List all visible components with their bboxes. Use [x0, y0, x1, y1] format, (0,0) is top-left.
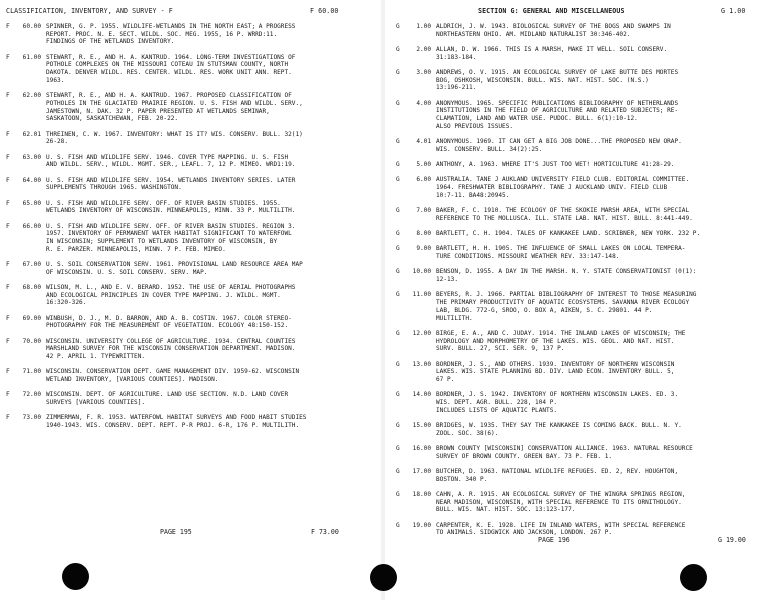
entry-number: 73.00: [22, 414, 41, 422]
entry-class-code: F: [6, 23, 10, 30]
entry-citation: BENSON, D. 1955. A DAY IN THE MARSH. N. Y. STATE CONSERVATIONIST (0(1): 12-13.: [436, 268, 697, 284]
bibliography-entry: [396, 445, 772, 460]
entry-class-code: F: [6, 130, 10, 138]
left-entry-list: [6, 23, 372, 437]
entry-citation: U. S. SOIL CONSERVATION SERV. 1961. PROVISIONAL LAND RESOURCE AREA MAP OF WISCONSIN. U. S. SOIL CONSERV. SERV. MAP.: [46, 260, 303, 276]
entry-class-code: F: [6, 337, 10, 345]
entry-class-code: G: [396, 230, 400, 238]
entry-class-code: G: [396, 23, 400, 30]
entry-citation: U. S. FISH AND WILDLIFE SERV. OFF. OF RIVER BASIN STUDIES. 1955. WETLANDS INVENTORY OF WISCONSIN. MINNEAPOLIS, MINN. 33 P. MULTILITH.: [46, 199, 296, 215]
bibliography-entry: [396, 391, 772, 414]
right-page-header: SECTION G: GENERAL AND MISCELLANEOUS: [478, 7, 625, 15]
entry-number: 4.00: [416, 99, 431, 107]
bibliography-entry: [396, 330, 772, 353]
bibliography-entry: [6, 284, 372, 307]
entry-citation: ANONYMOUS. 1965. SPECIFIC PUBLICATIONS BIBLIOGRAPHY OF NETHERLANDS INSTITUTIONS IN THE FIELD OF AGRICULTURE AND RELATED SUBJECTS; RE- CLAMATION, LAND AND WATER USE. PUDOC. BULL. 6(1):10-12. ALSO PREVIOUS ISSUES.: [436, 99, 679, 130]
entry-citation: BEYERS, R. J. 1966. PARTIAL BIBLIOGRAPHY OF INTEREST TO THOSE MEASURING THE PRIMARY PRODUCTIVITY OF AQUATIC ECOSYSTEMS. SAVANNA RIVER ECOLOGY LAB, BLDG. 772-G, SROO, O. BOX A, AIKEN, S. C. 29801. 44 P. MULTILITH.: [436, 291, 697, 322]
bibliography-entry: [396, 491, 772, 514]
entry-class-code: F: [6, 314, 10, 322]
entry-citation: BORDNER, J. S. 1942. INVENTORY OF NORTHERN WISCONSIN LAKES. ED. 3. WIS. DEPT. AGR. BULL. 228, 104 P. INCLUDES LISTS OF AQUATIC PLANTS.: [436, 391, 679, 414]
bibliography-entry: [6, 154, 372, 169]
bibliography-entry: [396, 69, 772, 92]
entry-citation: ANDREWS, O. V. 1915. AN ECOLOGICAL SURVEY OF LAKE BUTTE DES MORTES BOG, OSHKOSH, WISCONSIN. BULL. WIS. NAT. HIST. SOC. (N.S.) 13:196-211.: [436, 69, 679, 92]
bibliography-entry: [396, 245, 772, 260]
entry-class-code: F: [6, 260, 10, 268]
entry-class-code: F: [6, 391, 10, 399]
entry-class-code: G: [396, 291, 400, 299]
entry-number: 5.00: [416, 161, 431, 169]
entry-number: 65.00: [22, 199, 41, 207]
entry-citation: WISCONSIN. DEPT. OF AGRICULTURE. LAND USE SECTION. N.D. LAND COVER SURVEYS [VARIOUS COUNTIES].: [46, 391, 289, 407]
entry-citation: BORDNER, J. S., AND OTHERS. 1939. INVENTORY OF NORTHERN WISCONSIN LAKES. WIS. STATE PLANNING BD. DIV. LAND ECON. INVENTORY BULL. 5, 67 P.: [436, 360, 675, 383]
entry-class-code: G: [396, 329, 400, 337]
entry-number: 14.00: [412, 391, 431, 399]
right-page-footer-code: G 19.00: [718, 536, 746, 544]
entry-citation: BARTLETT, H. H. 1905. THE INFLUENCE OF SMALL LAKES ON LOCAL TEMPERA- TURE CONDITIONS. MISSOURI WEATHER REV. 33:147-148.: [436, 245, 686, 261]
left-page-header-code: F 60.00: [310, 7, 339, 15]
entry-number: 11.00: [412, 291, 431, 299]
bibliography-entry: [6, 92, 372, 123]
entry-citation: BARTLETT, C. H. 1904. TALES OF KANKAKEE LAND. SCRIBNER, NEW YORK. 232 P.: [436, 230, 701, 238]
entry-citation: BAKER, F. C. 1910. THE ECOLOGY OF THE SKOKIE MARSH AREA, WITH SPECIAL REFERENCE TO THE MOLLUSCA. ILL. STATE LAB. NAT. HIST. BULL. 8:441-449.: [436, 207, 693, 222]
entry-number: 69.00: [22, 314, 41, 322]
entry-number: 6.00: [416, 176, 431, 184]
entry-class-code: F: [6, 53, 10, 61]
entry-class-code: G: [396, 444, 400, 452]
entry-number: 1.00: [416, 23, 431, 30]
entry-class-code: G: [396, 490, 400, 498]
entry-class-code: G: [396, 521, 400, 529]
entry-class-code: G: [396, 360, 400, 368]
entry-class-code: G: [396, 421, 400, 429]
entry-number: 62.00: [22, 92, 41, 100]
right-page-header-code: G 1.00: [721, 7, 746, 15]
bibliography-entry: [396, 230, 772, 238]
entry-number: 61.00: [22, 53, 41, 61]
entry-number: 8.00: [416, 230, 431, 238]
entry-number: 72.00: [22, 391, 41, 399]
bibliography-entry: [6, 131, 372, 146]
bibliography-entry: [396, 138, 772, 153]
left-page: [0, 0, 380, 600]
entry-citation: SPINNER, G. P. 1955. WILDLIFE-WETLANDS IN THE NORTH EAST; A PROGRESS REPORT. PROC. N. E. SECT. WILDL. SOC. MEG. 1955, 16 P. WRRD:11. FINDINGS OF THE WETLANDS INVENTORY.: [46, 23, 296, 46]
left-page-header: CLASSIFICATION, INVENTORY, AND SURVEY - F: [6, 7, 173, 15]
entry-number: 16.00: [412, 444, 431, 452]
bibliography-entry: [6, 177, 372, 192]
bibliography-entry: [396, 176, 772, 199]
bibliography-entry: [396, 268, 772, 283]
entry-citation: WILSON, M. L., AND E. V. BERARD. 1952. THE USE OF AERIAL PHOTOGRAPHS AND ECOLOGICAL PRINCIPLES IN COVER TYPE MAPPING. J. WILDL. MGMT. 16:320-326.: [46, 283, 296, 307]
bibliography-entry: [396, 100, 772, 131]
entry-number: 19.00: [412, 521, 431, 529]
entry-citation: U. S. FISH AND WILDLIFE SERV. OFF. OF RIVER BASIN STUDIES. REGION 3. 1957. INVENTORY OF PERMANENT WATER HABITAT SIGNIFICANT TO WATERFOWL IN WISCONSIN; SUPPLEMENT TO WETLANDS INVENTORY OF WISCONSIN, BY R. E. PARZER. MINNEAPOLIS, MINN. 7 P. FEB. MIMEO.: [46, 222, 296, 253]
entry-number: 70.00: [22, 337, 41, 345]
left-page-footer-code: F 73.00: [311, 528, 339, 536]
binder-hole: [370, 564, 397, 591]
bibliography-entry: [6, 54, 372, 85]
entry-number: 2.00: [416, 46, 431, 53]
entry-number: 9.00: [416, 245, 431, 253]
entry-citation: BUTCHER, D. 1963. NATIONAL WILDLIFE REFUGES. ED. 2, REV. HOUGHTON, BOSTON. 340 P.: [436, 467, 679, 483]
entry-number: 67.00: [22, 260, 41, 268]
entry-citation: ANTHONY, A. 1963. WHERE IT'S JUST TOO WET! HORTICULTURE 41:28-29.: [436, 161, 675, 169]
right-page: [386, 0, 779, 600]
entry-number: 3.00: [416, 69, 431, 76]
bibliography-entry: [6, 391, 372, 406]
entry-class-code: F: [6, 283, 10, 291]
left-page-number: PAGE 195: [160, 528, 192, 536]
entry-class-code: F: [6, 368, 10, 376]
right-page-number: PAGE 196: [538, 536, 570, 544]
bibliography-entry: [6, 200, 372, 215]
entry-class-code: G: [396, 391, 400, 399]
entry-citation: U. S. FISH AND WILDLIFE SERV. 1946. COVER TYPE MAPPING. U. S. FISH AND WILDL. SERV., WILDL. MGMT. SER., LEAFL. 7, 12 P. MIMEO. WRD1:19.: [46, 153, 296, 169]
bibliography-entry: [6, 223, 372, 254]
page-gutter: [381, 0, 385, 600]
bibliography-entry: [396, 291, 772, 322]
entry-class-code: F: [6, 199, 10, 207]
entry-class-code: G: [396, 245, 400, 253]
entry-class-code: G: [396, 268, 400, 276]
entry-citation: ALLAN, D. W. 1966. THIS IS A MARSH, MAKE IT WELL. SOIL CONSERV. 31:183-184.: [436, 46, 668, 61]
bibliography-entry: [396, 207, 772, 222]
entry-number: 64.00: [22, 176, 41, 184]
entry-class-code: G: [396, 138, 400, 146]
entry-number: 62.01: [22, 130, 41, 138]
entry-citation: WISCONSIN. CONSERVATION DEPT. GAME MANAGEMENT DIV. 1959-62. WISCONSIN WETLAND INVENTORY, [VARIOUS COUNTIES]. MADISON.: [46, 368, 300, 384]
binder-hole: [62, 563, 89, 590]
bibliography-entry: [396, 422, 772, 437]
bibliography-entry: [6, 414, 372, 429]
bibliography-entry: [6, 368, 372, 383]
bibliography-entry: [396, 468, 772, 483]
entry-number: 4.01: [416, 138, 431, 146]
entry-class-code: G: [396, 99, 400, 107]
entry-citation: CARPENTER, K. E. 1928. LIFE IN INLAND WATERS, WITH SPECIAL REFERENCE TO ANIMALS. SIDGWICK AND JACKSON, LONDON. 267 P.: [436, 521, 686, 537]
entry-number: 68.00: [22, 283, 41, 291]
entry-citation: ANONYMOUS. 1969. IT CAN GET A BIG JOB DONE...THE PROPOSED NEW ORAP. WIS. CONSERV. BULL. 34(2):25.: [436, 138, 682, 153]
entry-number: 71.00: [22, 368, 41, 376]
entry-class-code: G: [396, 46, 400, 53]
entry-citation: U. S. FISH AND WILDLIFE SERV. 1954. WETLANDS INVENTORY SERIES. LATER SUPPLEMENTS THROUGH 1965. WASHINGTON.: [46, 176, 296, 192]
entry-citation: BIRGE, E. A., AND C. JUDAY. 1914. THE INLAND LAKES OF WISCONSIN; THE HYDROLOGY AND MORPHOMETRY OF THE LAKES. WIS. GEOL. AND NAT. HIST. SURV. BULL. 27, SCI. SER. 9, 137 P.: [436, 329, 686, 353]
entry-citation: WINBUSH, D. J., M. D. BARRON, AND A. B. COSTIN. 1967. COLOR STEREO- PHOTOGRAPHY FOR THE MEASUREMENT OF VEGETATION. ECOLOGY 48:150-152.: [46, 314, 292, 330]
right-entry-list: [396, 23, 772, 545]
entry-citation: THREINEN, C. W. 1967. INVENTORY: WHAT IS IT? WIS. CONSERV. BULL. 32(1) 26-28.: [46, 130, 303, 146]
bibliography-entry: [396, 522, 772, 537]
entry-class-code: F: [6, 222, 10, 230]
entry-number: 7.00: [416, 207, 431, 215]
binder-hole: [680, 564, 707, 591]
entry-citation: STEWART, R. E., AND H. A. KANTRUD. 1967. PROPOSED CLASSIFICATION OF POTHOLES IN THE GLACIATED PRAIRIE REGION. U. S. FISH AND WILDL. SERV., JAMESTOWN, N. DAK. 32 P. PAPER PRESENTED AT WETLANDS SEMINAR, SASKATOON, SASKATCHEWAN, FEB. 20-22.: [46, 92, 303, 123]
entry-citation: ZIMMERMAN, F. R. 1953. WATERFOWL HABITAT SURVEYS AND FOOD HABIT STUDIES 1940-1943. WIS. CONSERV. DEPT. REPT. P-R PROJ. 6-R, 176 P. MULTILITH.: [46, 414, 307, 430]
entry-number: 15.00: [412, 421, 431, 429]
bibliography-entry: [396, 361, 772, 384]
entry-citation: AUSTRALIA. TANE J AUKLAND UNIVERSITY FIELD CLUB. EDITORIAL COMMITTEE. 1964. FRESHWATER BIBLIOGRAPHY. TANE J AUCKLAND UNIV. FIELD CLUB 10:7-11. BA48:20945.: [436, 176, 690, 199]
entry-citation: BROWN COUNTY [WISCONSIN] CONSERVATION ALLIANCE. 1963. NATURAL RESOURCE SURVEY OF BROWN COUNTY. GREEN BAY. 73 P. FEB. 1.: [436, 444, 693, 460]
entry-class-code: G: [396, 467, 400, 475]
entry-number: 66.00: [22, 222, 41, 230]
bibliography-entry: [396, 23, 772, 38]
entry-citation: STEWART, R. E., AND H. A. KANTRUD. 1964. LONG-TERM INVESTIGATIONS OF POTHOLE COMPLEXES ON THE MISSOURI COTEAU IN STUTSMAN COUNTY, NORTH DAKOTA. DENVER WILDL. RES. CENTER. WILDL. RES. WORK UNIT ANN. REPT. 1963.: [46, 53, 296, 84]
bibliography-entry: [6, 261, 372, 276]
entry-class-code: G: [396, 176, 400, 184]
entry-class-code: F: [6, 153, 10, 161]
bibliography-entry: [6, 23, 372, 46]
entry-class-code: G: [396, 207, 400, 215]
entry-number: 60.00: [22, 23, 41, 30]
entry-class-code: G: [396, 69, 400, 76]
entry-citation: WISCONSIN. UNIVERSITY COLLEGE OF AGRICULTURE. 1934. CENTRAL COUNTIES MARSHLAND SURVEY FOR THE WISCONSIN CONSERVATION DEPARTMENT. MADISON. 42 P. APRIL 1. TYPEWRITTEN.: [46, 337, 296, 361]
entry-number: 12.00: [412, 329, 431, 337]
entry-citation: BRIDGES, W. 1935. THEY SAY THE KANKAKEE IS COMING BACK. BULL. N. Y. ZOOL. SOC. 38(6).: [436, 421, 682, 437]
bibliography-entry: [396, 161, 772, 169]
entry-number: 17.00: [412, 467, 431, 475]
entry-number: 18.00: [412, 490, 431, 498]
entry-number: 10.00: [412, 268, 431, 276]
bibliography-entry: [396, 46, 772, 61]
entry-class-code: F: [6, 176, 10, 184]
entry-number: 13.00: [412, 360, 431, 368]
entry-citation: ALDRICH, J. W. 1943. BIOLOGICAL SURVEY OF THE BOGS AND SWAMPS IN NORTHEASTERN OHIO. AM. MIDLAND NATURALIST 30:346-402.: [436, 23, 671, 38]
bibliography-entry: [6, 338, 372, 361]
entry-class-code: G: [396, 161, 400, 169]
entry-number: 63.00: [22, 153, 41, 161]
entry-citation: CAHN, A. R. 1915. AN ECOLOGICAL SURVEY OF THE WINGRA SPRINGS REGION, NEAR MADISON, WISCONSIN, WITH SPECIAL REFERENCE TO ITS ORNITHOLOGY. BULL. WIS. NAT. HIST. SOC. 13:123-177.: [436, 490, 686, 514]
bibliography-entry: [6, 315, 372, 330]
entry-class-code: F: [6, 414, 10, 422]
entry-class-code: F: [6, 92, 10, 100]
